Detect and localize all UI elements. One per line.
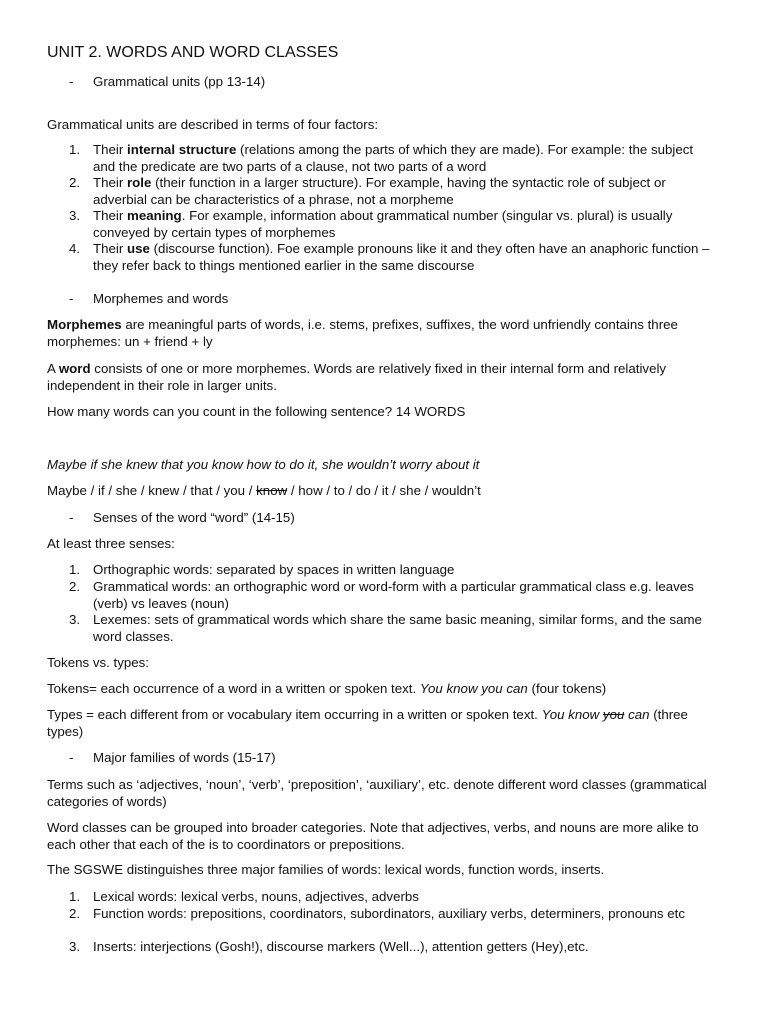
list-item-orthographic: Orthographic words: separated by spaces in written language [93, 562, 455, 577]
example-sentence: Maybe if she knew that you know how to do it, she wouldn’t worry about it [47, 457, 480, 472]
paragraph-tokens: Tokens= each occurrence of a word in a written or spoken text. You know you can (four tokens) [47, 681, 607, 696]
list-item-internal-structure: Their internal structure (relations among the parts of which they are made). For example: the subject and the predicate are two parts of a clause, not two parts of a word [93, 142, 694, 174]
paragraph-morphemes: Morphemes are meaningful parts of words, i.e. stems, prefixes, suffixes, the word unfriendly contains three morphemes: un + friend + ly [47, 317, 678, 349]
paragraph-sgswe: The SGSWE distinguishes three major families of words: lexical words, function words, inserts. [47, 862, 605, 877]
list-number: 1. [69, 889, 81, 904]
paragraph-intro: Grammatical units are described in terms of four factors: [47, 117, 379, 132]
list-item-lexical-words: Lexical words: lexical verbs, nouns, adjectives, adverbs [93, 889, 419, 904]
paragraph-terms: Terms such as ‘adjectives, ‘noun’, ‘verb’, ‘preposition’, ‘auxiliary’, etc. denote different word classes (grammatical categories of words) [47, 777, 707, 809]
bullet-dash: - [69, 291, 74, 306]
paragraph-word: A word consists of one or more morphemes. Words are relatively fixed in their internal form and relatively independent in their role in larger units. [47, 361, 667, 393]
list-item-grammatical: Grammatical words: an orthographic word or word-form with a particular grammatical class e.g. leaves (verb) vs leaves (noun) [93, 579, 694, 611]
section-heading-grammatical-units: Grammatical units (pp 13-14) [93, 74, 266, 89]
list-item-meaning: Their meaning. For example, information about grammatical number (singular vs. plural) is usually conveyed by certain types of morphemes [93, 208, 673, 240]
list-item-lexemes: Lexemes: sets of grammatical words which share the same basic meaning, similar forms, and the same word classes. [93, 612, 702, 644]
paragraph-senses-intro: At least three senses: [47, 536, 175, 551]
list-number: 3. [69, 939, 81, 954]
page-title: UNIT 2. WORDS AND WORD CLASSES [47, 44, 339, 61]
bullet-dash: - [69, 510, 74, 525]
list-number: 3. [69, 208, 81, 223]
list-number: 3. [69, 612, 81, 627]
list-number: 4. [69, 241, 81, 256]
list-item-role: Their role (their function in a larger structure). For example, having the syntactic role of subject or adverbial can be characteristics of a phrase, not a morpheme [93, 175, 666, 207]
paragraph-word-classes: Word classes can be grouped into broader categories. Note that adjectives, verbs, and nouns are more alike to each other that each of the is to coordinators or prepositions. [47, 820, 699, 852]
split-sentence: Maybe / if / she / knew / that / you / know / how / to / do / it / she / wouldn’t [47, 483, 481, 498]
list-item-function-words: Function words: prepositions, coordinators, subordinators, auxiliary verbs, determiners, pronouns etc [93, 906, 685, 921]
list-number: 2. [69, 906, 81, 921]
paragraph-types: Types = each different from or vocabulary item occurring in a written or spoken text. You know you can (three types) [47, 707, 688, 739]
paragraph-tokens-types: Tokens vs. types: [47, 655, 149, 670]
list-item-use: Their use (discourse function). Foe example pronouns like it and they often have an anaphoric function – they refer back to things mentioned earlier in the same discourse [93, 241, 710, 273]
list-number: 2. [69, 579, 81, 594]
list-number: 2. [69, 175, 81, 190]
bullet-dash: - [69, 74, 74, 89]
section-heading-morphemes-words: Morphemes and words [93, 291, 229, 306]
section-heading-major-families: Major families of words (15-17) [93, 750, 276, 765]
list-item-inserts: Inserts: interjections (Gosh!), discourse markers (Well...), attention getters (Hey),etc. [93, 939, 589, 954]
list-number: 1. [69, 562, 81, 577]
paragraph-question: How many words can you count in the following sentence? 14 WORDS [47, 404, 466, 419]
section-heading-senses: Senses of the word “word” (14-15) [93, 510, 295, 525]
bullet-dash: - [69, 750, 74, 765]
list-number: 1. [69, 142, 81, 157]
